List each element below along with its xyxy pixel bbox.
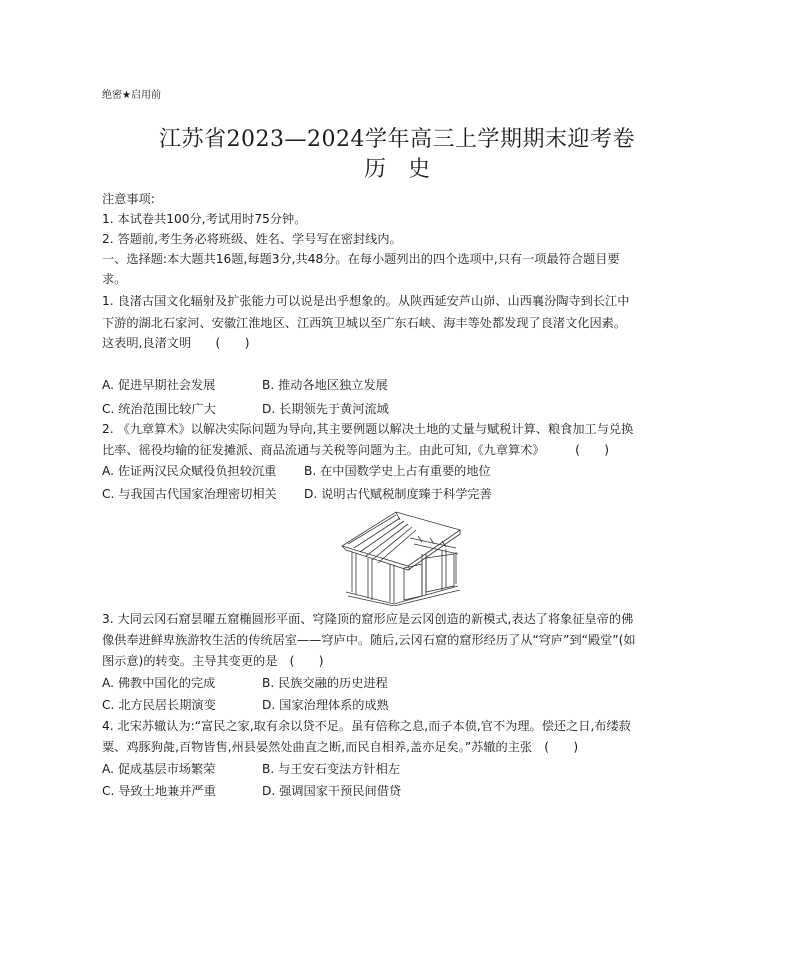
question-3-option-d[interactable]: D. 国家治理体系的成熟 — [262, 698, 389, 712]
question-3-text: 3. 大同云冈石窟昙曜五窟椭圆形平面、穹隆顶的窟形应是云冈创造的新模式,表达了将象征皇帝的佛 — [102, 612, 634, 626]
question-1-text: 1. 良渚古国文化辐射及扩张能力可以说是出乎想象的。从陕西延安芦山峁、山西襄汾陶寺到长江中 — [102, 294, 630, 308]
note-item: 1. 本试卷共100分,考试用时75分钟。 — [102, 212, 307, 226]
question-2-option-d[interactable]: D. 说明古代赋税制度臻于科学完善 — [304, 487, 492, 501]
question-4-text: 4. 北宋苏辙认为:“富民之家,取有余以贷不足。虽有倍称之息,而子本偾,官不为理。偿还之日,布缕菽 — [102, 719, 631, 733]
question-3-text: 像供奉进鲜卑族游牧生活的传统居室——穹庐中。随后,云冈石窟的窟形经历了从“穹庐”到“殿堂”(如 — [102, 633, 636, 647]
question-2-option-a[interactable]: A. 佐证两汉民众赋役负担较沉重 — [102, 464, 277, 478]
question-3-option-b[interactable]: B. 民族交融的历史进程 — [262, 676, 388, 690]
question-1-text: 这表明,良渚文明 ( ) — [102, 336, 250, 350]
question-1-text: 下游的湖北石家河、安徽江淮地区、江西筑卫城以至广东石峡、海丰等处都发现了良渚文化因素。 — [102, 316, 627, 330]
question-4-option-d[interactable]: D. 强调国家干预民间借贷 — [262, 784, 402, 798]
question-4-text: 粟、鸡豚狗彘,百物皆售,州县晏然处曲直之断,而民自相养,盖亦足矣。”苏辙的主张 ( ) — [102, 740, 579, 754]
question-2-option-c[interactable]: C. 与我国古代国家治理密切相关 — [102, 487, 277, 501]
section-instructions: 一、选择题:本大题共16题,每题3分,共48分。在每小题列出的四个选项中,只有一项最符合题目要 — [102, 252, 620, 266]
exam-subject: 历 史 — [363, 157, 430, 182]
hall-structure-illustration — [338, 506, 464, 606]
question-1-option-d[interactable]: D. 长期领先于黄河流域 — [262, 402, 389, 416]
question-2-text: 2. 《九章算术》以解决实际问题为导向,其主要例题以解决土地的丈量与赋税计算、粮食加工与兑换 — [102, 422, 634, 436]
note-item: 2. 答题前,考生务必将班级、姓名、学号写在密封线内。 — [102, 232, 402, 246]
question-3-text: 图示意)的转变。主导其变更的是 ( ) — [102, 654, 324, 668]
question-2-text: 比率、徭役均输的征发摊派、商品流通与关税等问题为主。由此可知,《九章算术》 ( ) — [102, 443, 609, 457]
question-4-option-b[interactable]: B. 与王安石变法方针相左 — [262, 762, 400, 776]
question-4-option-a[interactable]: A. 促成基层市场繁荣 — [102, 762, 216, 776]
question-4-option-c[interactable]: C. 导致土地兼并严重 — [102, 784, 216, 798]
question-1-option-a[interactable]: A. 促进早期社会发展 — [102, 378, 216, 392]
section-instructions-cont: 求。 — [102, 272, 127, 286]
question-3-option-a[interactable]: A. 佛教中国化的完成 — [102, 676, 216, 690]
question-1-option-c[interactable]: C. 统治范围比较广大 — [102, 402, 216, 416]
confidential-label: 绝密★启用前 — [102, 90, 161, 101]
question-2-option-b[interactable]: B. 在中国数学史上占有重要的地位 — [304, 464, 491, 478]
question-1-option-b[interactable]: B. 推动各地区独立发展 — [262, 378, 388, 392]
question-3-option-c[interactable]: C. 北方民居长期演变 — [102, 698, 216, 712]
exam-title: 江苏省2023—2024学年高三上学期期末迎考卷 — [159, 127, 635, 152]
notes-heading: 注意事项: — [102, 192, 155, 206]
